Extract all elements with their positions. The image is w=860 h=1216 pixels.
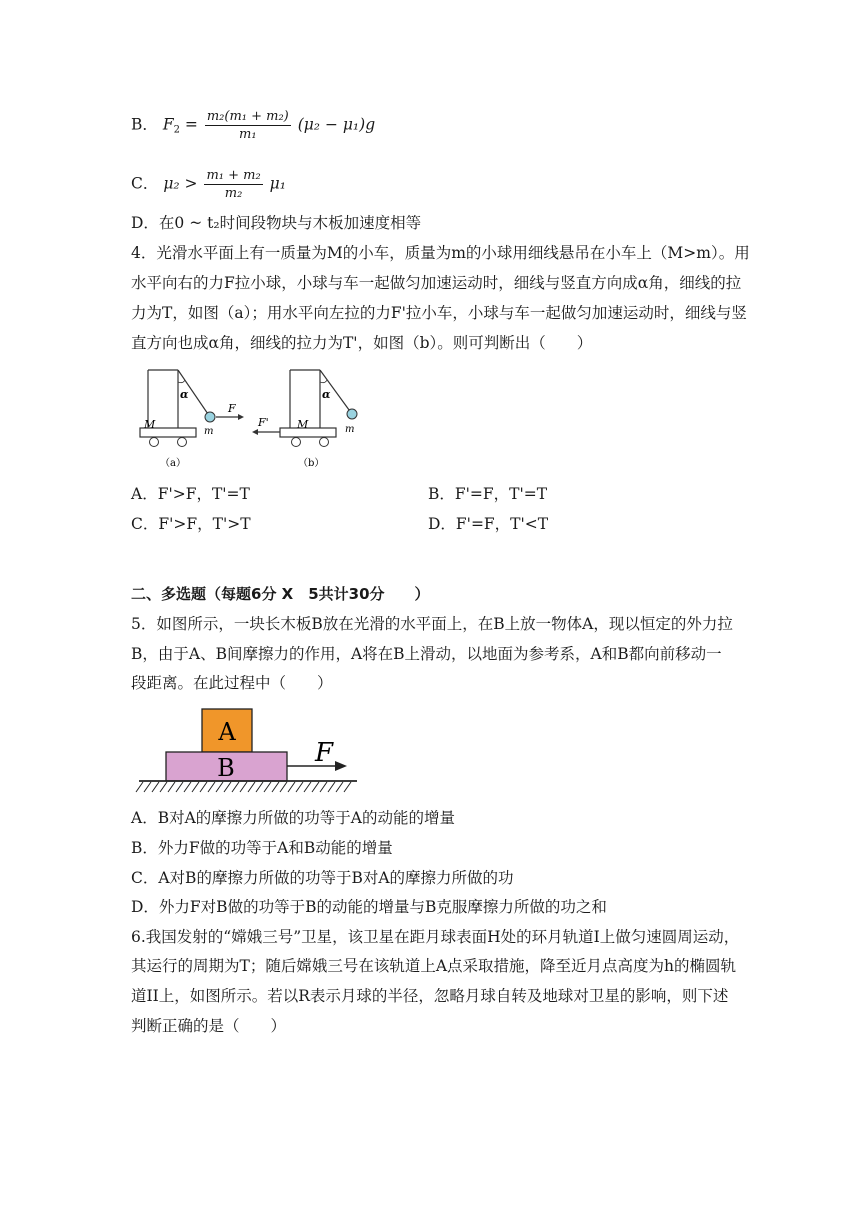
q4-option-a: A．F'>F，T'=T: [131, 485, 250, 503]
fraction-denominator: m₁: [239, 127, 257, 142]
q4-option-c: C．F'>F，T'>T: [131, 515, 251, 533]
force-label: F': [258, 416, 269, 429]
mass-big-label: M: [144, 418, 156, 431]
formula-sub: 2: [173, 124, 180, 136]
q4-option-d: D．F'=F，T'<T: [428, 515, 549, 533]
q4-stem-line-4: 直方向也成α角，细线的拉力为T'，如图（b）。则可判断出（ ）: [131, 334, 593, 352]
q5-option-a: A．B对A的摩擦力所做的功等于A的动能的增量: [131, 809, 455, 827]
q5-option-c: C．A对B的摩擦力所做的功等于B对A的摩擦力所做的功: [131, 869, 514, 887]
ground-hatch: [136, 782, 351, 792]
option-label: B．: [131, 115, 158, 134]
angle-label: α: [322, 388, 331, 401]
fraction-numerator: m₁ + m₂: [206, 168, 261, 183]
q4-stem-line-3: 力为T，如图（a）；用水平向左拉的力F'拉小车，小球与车一起做匀加速运动时，细线与竖: [131, 304, 747, 322]
q3-option-c: [131, 167, 286, 202]
q3-option-b: B． $F_2$ = $\frac{\text{m₂(m₁ + m₂)}}{\text{m₁}}$ (μ₂ − μ₁)g: [131, 109, 376, 142]
q4-stem-line-1: 4．光滑水平面上有一质量为M的小车，质量为m的小球用细线悬吊在小车上（M>m）。用: [131, 244, 750, 262]
formula-lhs: F: [162, 115, 174, 134]
fraction: [205, 108, 291, 143]
formula-lhs: μ₂ >: [163, 174, 198, 193]
q5-figure: [135, 704, 365, 796]
block-b-label: B: [217, 754, 235, 782]
mass-big-label: M: [297, 418, 309, 431]
q6-stem-line-4: 判断正确的是（ ）: [131, 1017, 287, 1035]
caption-a: （a）: [160, 458, 186, 469]
formula-tail: μ₁: [269, 174, 286, 193]
q6-stem-line-2: 其运行的周期为T；随后嫦娥三号在该轨道上A点采取措施，降至近月点高度为h的椭圆轨: [131, 957, 737, 975]
figure-b: [252, 370, 357, 469]
option-label: C．: [131, 174, 159, 193]
q4-stem-line-2: 水平向右的力F拉小球，小球与车一起做匀加速运动时，细线与竖直方向成α角，细线的拉: [131, 274, 742, 292]
q4-figure: [130, 362, 370, 474]
q6-stem-line-1: 6.我国发射的“嫦娥三号”卫星，该卫星在距月球表面H处的环月轨道I上做匀速圆周运动，: [131, 928, 740, 946]
angle-label: α: [180, 388, 189, 401]
fraction-numerator: m₂(m₁ + m₂): [206, 109, 289, 124]
q5-stem-line-3: 段距离。在此过程中（ ）: [131, 674, 333, 692]
q5-stem-line-2: B，由于A、B间摩擦力的作用，A将在B上滑动，以地面为参考系，A和B都向前移动一: [131, 645, 722, 663]
mass-small-label: m: [345, 424, 355, 435]
formula-tail: (μ₂ − μ₁)g: [297, 115, 376, 134]
q5-option-b: B．外力F做的功等于A和B动能的增量: [131, 839, 393, 857]
block-a-label: A: [218, 718, 236, 746]
fraction-denominator: m₂: [224, 186, 243, 201]
q4-option-b: B．F'=F，T'=T: [428, 485, 548, 503]
force-label: F: [315, 738, 334, 768]
caption-b: （b）: [298, 458, 325, 469]
force-label: F: [228, 402, 236, 415]
q3-option-d: D．在0 ~ t₂时间段物块与木板加速度相等: [131, 214, 422, 232]
q5-stem-line-1: 5．如图所示，一块长木板B放在光滑的水平面上，在B上放一物体A，现以恒定的外力拉: [131, 615, 733, 633]
figure-a: [140, 370, 244, 469]
q5-option-d: D．外力F对B做的功等于B的动能的增量与B克服摩擦力所做的功之和: [131, 898, 607, 916]
mass-small-label: m: [204, 426, 214, 437]
fraction: [204, 167, 262, 202]
q6-stem-line-3: 道II上，如图所示。若以R表示月球的半径，忽略月球自转及地球对卫星的影响，则下述: [131, 987, 729, 1005]
section-heading: 二、多选题（每题6分 X 5共计30分 ）: [131, 585, 430, 603]
